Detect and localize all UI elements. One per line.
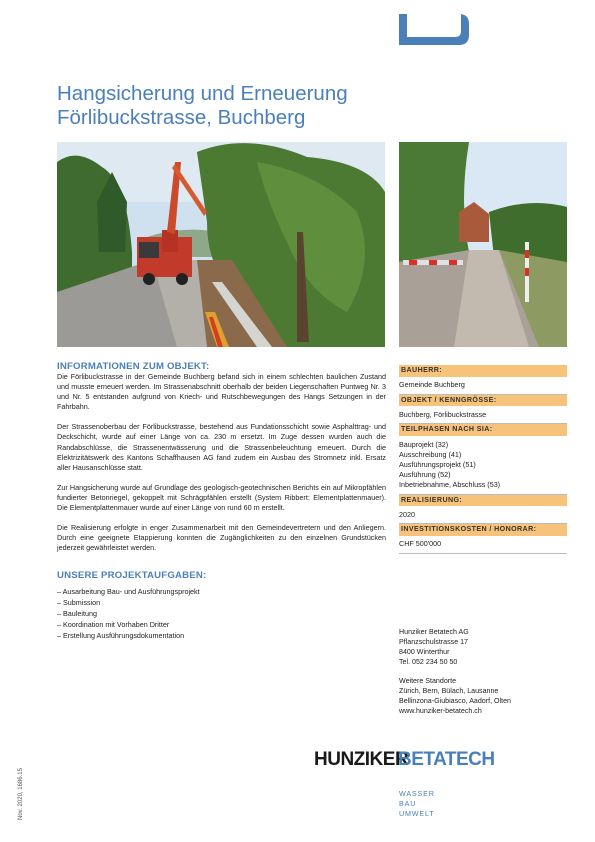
info-paragraph-2: Der Strassenoberbau der Förlibuckstrasse, bestehend aus Fundationsschicht sowie Asphalttrag- und Deckschicht, wurde auf einer Länge von ca. 230 m ersetzt. Im Zuge dessen wurden auch die Randabschlüsse, die Strassenentwässerung und die Strassenbeleuchtung erneuert. Durch die Elektrizitätswerk des Kantons Schaffhausen AG fand zudem ein Ausbau des Stromnetz inkl. Ersatz aller Hausanschlüsse statt. — [57, 422, 386, 472]
document-code: Nov. 2020, 1686.15 — [18, 768, 24, 820]
brand-logo-mark — [399, 14, 469, 45]
brand-wordmark — [314, 749, 514, 771]
list-item: Inbetriebnahme, Abschluss (53) — [399, 480, 501, 490]
bauherr-value: Gemeinde Buchberg — [399, 377, 567, 395]
company-name: Hunziker Betatech AG — [399, 628, 469, 636]
objekt-label: OBJEKT / KENNGRÖSSE: — [399, 395, 567, 407]
phasen-list — [399, 436, 567, 495]
company-street: Pflanzschulstrasse 17 — [399, 638, 469, 646]
tagline-water: WASSER — [399, 789, 435, 798]
bauherr-label: BAUHERR: — [399, 365, 567, 377]
list-item: – Erstellung Ausführungsdokumentation — [57, 631, 185, 641]
phasen-label: TEILPHASEN NACH SIA: — [399, 424, 567, 436]
realisierung-label: REALISIERUNG: — [399, 495, 567, 507]
tagline-build: BAU — [399, 799, 417, 808]
photo-construction-crane — [57, 142, 385, 347]
locations-line-1: Zürich, Bern, Bülach, Lausanne — [399, 687, 499, 695]
kosten-label: INVESTITIONSKOSTEN / HONORAR: — [399, 524, 567, 536]
kosten-value: CHF 500'000 — [399, 536, 567, 554]
company-contact — [399, 627, 567, 716]
photo-road-barriers — [399, 142, 567, 347]
list-item: – Ausarbeitung Bau- und Ausführungsprojekt — [57, 587, 200, 597]
info-paragraph-3: Zur Hangsicherung wurde auf Grundlage des geologisch-geotechnischen Berichts ein auf Mikropfählen fundierter Betonriegel, gekoppelt mit Schrägpfählen erstellt (System Ribbert: Elementplattenmauer). Die Elementplattenmauer wurde auf einer Länge von rund 60 m erstellt. — [57, 482, 386, 513]
info-paragraph-1: Die Förlibuckstrasse in der Gemeinde Buchberg befand sich in einem schlechten baulichen Zustand und musste erneuert werden. Im Strassenabschnitt oberhalb der beiden Liegenschaften Puntweg Nr. 3 und Nr. 5 entstanden aufgrund von Kriech- und Rutschbewegungen des Hangs Setzungen in der Fahrbahn. — [57, 372, 386, 412]
title-line-1: Hangsicherung und Erneuerung — [57, 82, 348, 105]
tasks-heading: UNSERE PROJEKTAUFGABEN: — [57, 570, 207, 582]
list-item: – Submission — [57, 598, 101, 608]
list-item: – Koordination mit Vorhaben Dritter — [57, 620, 170, 630]
brand-part-2: BETATECH — [398, 749, 495, 770]
company-city: 8400 Winterthur — [399, 648, 450, 656]
title-line-2: Förlibuckstrasse, Buchberg — [57, 106, 306, 129]
brand-tagline — [399, 789, 435, 819]
company-phone[interactable]: Tel. 052 234 50 50 — [399, 658, 458, 666]
list-item: Bauprojekt (32) — [399, 439, 449, 449]
tagline-environment: UMWELT — [399, 809, 435, 818]
locations-label: Weitere Standorte — [399, 677, 457, 685]
list-item: – Bauleitung — [57, 609, 97, 619]
project-facts — [399, 365, 567, 554]
website-link[interactable]: www.hunziker-betatech.ch — [399, 707, 482, 715]
page-title — [57, 82, 397, 130]
list-item: Ausführung (52) — [399, 469, 451, 479]
project-description — [57, 361, 386, 641]
brand-part-1: HUNZIKER — [314, 749, 409, 770]
list-item: Ausschreibung (41) — [399, 449, 462, 459]
info-heading: INFORMATIONEN ZUM OBJEKT: — [57, 361, 210, 372]
locations-line-2: Bellinzona-Giubiasco, Aadorf, Olten — [399, 697, 511, 705]
info-paragraph-4: Die Realisierung erfolgte in enger Zusammenarbeit mit den Gemeindevertretern und den Anliegern. Durch eine geeignete Etappierung konnten die Zugänglichkeiten zu den einzelnen Grundstücken jederzeit gewährleistet werden. — [57, 523, 386, 553]
tasks-list — [57, 586, 386, 641]
objekt-value: Buchberg, Förlibuckstrasse — [399, 406, 567, 424]
realisierung-value: 2020 — [399, 506, 567, 524]
list-item: Ausführungsprojekt (51) — [399, 459, 476, 469]
